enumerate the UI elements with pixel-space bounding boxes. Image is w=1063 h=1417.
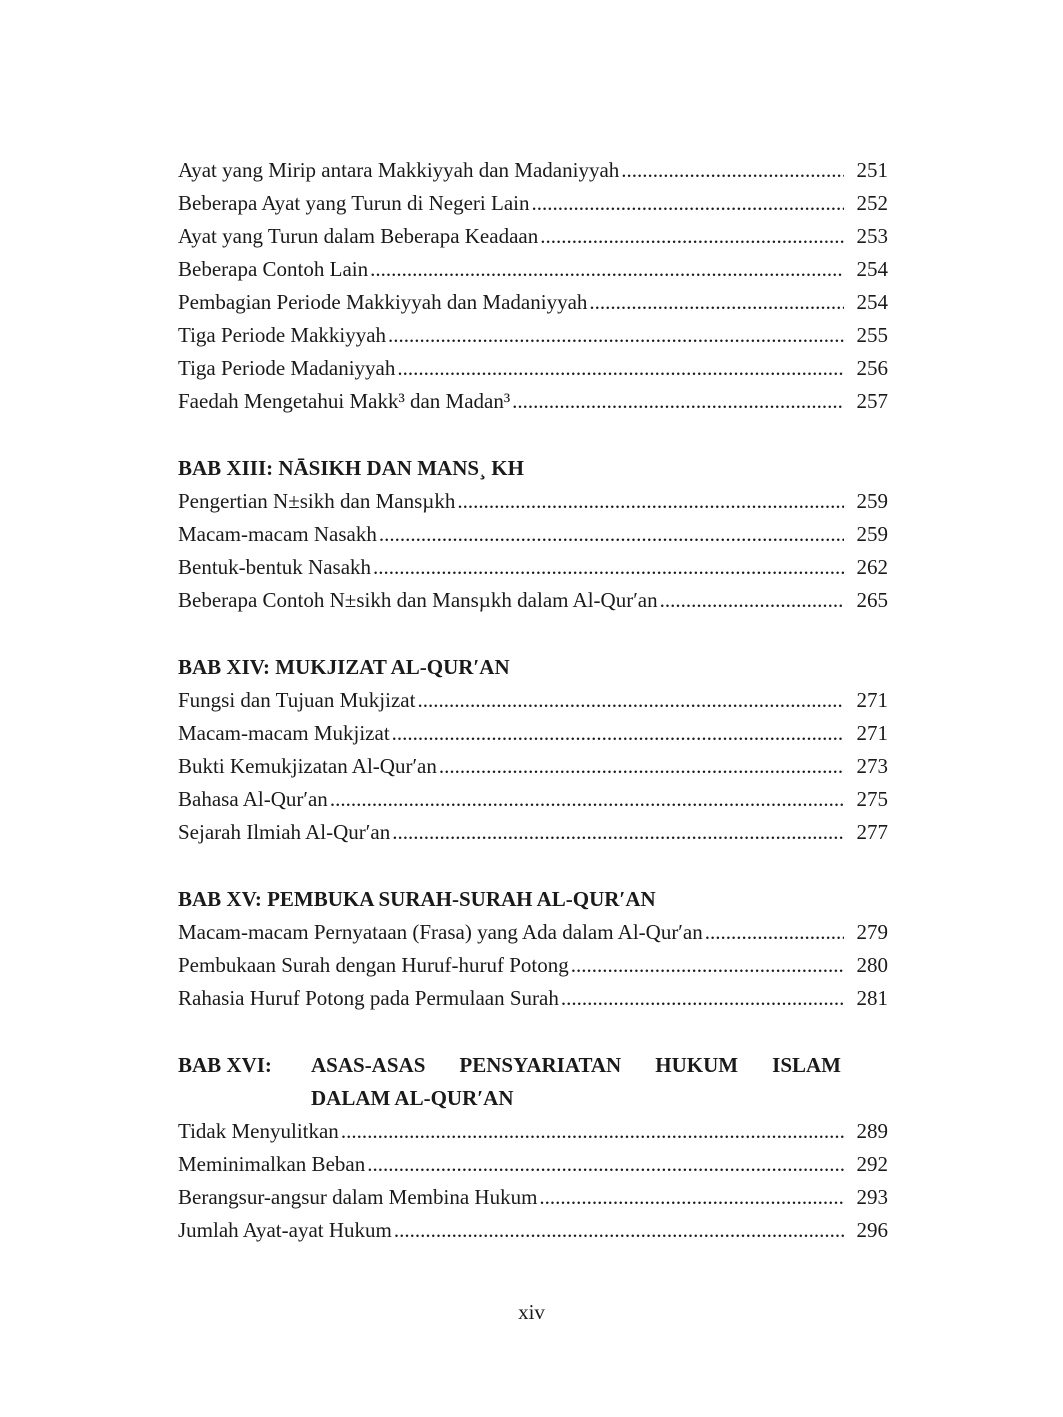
toc-entry xyxy=(178,816,888,849)
chapter-heading: BAB XV: PEMBUKA SURAH-SURAH AL-QUR′AN xyxy=(178,887,656,911)
dot-leader xyxy=(571,949,844,982)
dot-leader xyxy=(540,220,844,253)
entry-title: Beberapa Contoh N±sikh dan Mansµkh dalam Al-Qur′an xyxy=(178,588,658,612)
page-number: xiv xyxy=(518,1300,545,1324)
entry-title: Macam-macam Mukjizat xyxy=(178,721,390,745)
toc-group-bab-xiv xyxy=(178,651,888,849)
dot-leader xyxy=(539,1181,844,1214)
toc-entry xyxy=(178,1214,888,1247)
toc-entry xyxy=(178,982,888,1015)
dot-leader xyxy=(457,485,844,518)
entry-page: 292 xyxy=(856,1152,888,1176)
entry-page: 256 xyxy=(856,356,888,380)
entry-title: Bahasa Al-Qur′an xyxy=(178,787,328,811)
toc-entry xyxy=(178,551,888,584)
toc-group-bab-xiii xyxy=(178,452,888,617)
toc-entry xyxy=(178,717,888,750)
toc-entry xyxy=(178,485,888,518)
dot-leader xyxy=(388,319,844,352)
dot-leader xyxy=(379,518,844,551)
entry-title: Tiga Periode Makkiyyah xyxy=(178,323,387,347)
toc-entry xyxy=(178,352,888,385)
dot-leader xyxy=(512,385,844,418)
entry-page: 271 xyxy=(856,721,888,745)
toc-entry xyxy=(178,154,888,187)
entry-page: 251 xyxy=(856,158,888,182)
chapter-heading: BAB XIII: NĀSIKH DAN MANS¸ KH xyxy=(178,456,524,480)
entry-page: 289 xyxy=(856,1119,888,1143)
entry-page: 259 xyxy=(856,489,888,513)
dot-leader xyxy=(589,286,844,319)
entry-page: 293 xyxy=(856,1185,888,1209)
entry-page: 255 xyxy=(856,323,888,347)
toc-group xyxy=(178,154,888,418)
entry-page: 275 xyxy=(856,787,888,811)
chapter-title xyxy=(311,1049,841,1115)
entry-title: Jumlah Ayat-ayat Hukum xyxy=(178,1218,392,1242)
toc-entry xyxy=(178,1181,888,1214)
entry-title: Beberapa Ayat yang Turun di Negeri Lain xyxy=(178,191,530,215)
toc-entry xyxy=(178,286,888,319)
entry-page: 257 xyxy=(856,389,888,413)
dot-leader xyxy=(367,1148,844,1181)
toc-entry xyxy=(178,684,888,717)
toc-group-bab-xvi xyxy=(178,1049,888,1247)
entry-page: 254 xyxy=(856,290,888,314)
entry-title: Macam-macam Nasakh xyxy=(178,522,377,546)
entry-page: 265 xyxy=(856,588,888,612)
entry-title: Tiga Periode Madaniyyah xyxy=(178,356,396,380)
chapter-number: BAB XVI: xyxy=(178,1053,272,1077)
entry-page: 280 xyxy=(856,953,888,977)
entry-title: Faedah Mengetahui Makk³ dan Madan³ xyxy=(178,389,511,413)
dot-leader xyxy=(417,684,844,717)
entry-page: 279 xyxy=(856,920,888,944)
table-of-contents xyxy=(178,154,888,1247)
entry-page: 271 xyxy=(856,688,888,712)
entry-title: Meminimalkan Beban xyxy=(178,1152,366,1176)
toc-entry xyxy=(178,253,888,286)
toc-entry xyxy=(178,916,888,949)
entry-title: Pembukaan Surah dengan Huruf-huruf Potong xyxy=(178,953,569,977)
entry-page: 277 xyxy=(856,820,888,844)
dot-leader xyxy=(330,783,844,816)
toc-entry xyxy=(178,518,888,551)
dot-leader xyxy=(392,717,844,750)
toc-entry xyxy=(178,1148,888,1181)
dot-leader xyxy=(373,551,844,584)
entry-page: 273 xyxy=(856,754,888,778)
entry-title: Bukti Kemukjizatan Al-Qur′an xyxy=(178,754,437,778)
dot-leader xyxy=(341,1115,844,1148)
toc-group-bab-xv xyxy=(178,883,888,1015)
dot-leader xyxy=(439,750,844,783)
entry-title: Tidak Menyulitkan xyxy=(178,1119,339,1143)
dot-leader xyxy=(370,253,844,286)
entry-page: 262 xyxy=(856,555,888,579)
dot-leader xyxy=(621,154,844,187)
entry-title: Beberapa Contoh Lain xyxy=(178,257,369,281)
toc-entry xyxy=(178,949,888,982)
entry-title: Fungsi dan Tujuan Mukjizat xyxy=(178,688,416,712)
entry-page: 253 xyxy=(856,224,888,248)
dot-leader xyxy=(397,352,844,385)
entry-title: Macam-macam Pernyataan (Frasa) yang Ada dalam Al-Qur′an xyxy=(178,920,703,944)
entry-title: Bentuk-bentuk Nasakh xyxy=(178,555,372,579)
dot-leader xyxy=(561,982,844,1015)
entry-title: Berangsur-angsur dalam Membina Hukum xyxy=(178,1185,538,1209)
chapter-heading: BAB XIV: MUKJIZAT AL-QUR′AN xyxy=(178,655,510,679)
chapter-heading xyxy=(178,1049,888,1115)
entry-title: Ayat yang Turun dalam Beberapa Keadaan xyxy=(178,224,539,248)
entry-title: Pengertian N±sikh dan Mansµkh xyxy=(178,489,456,513)
entry-page: 281 xyxy=(856,986,888,1010)
toc-entry xyxy=(178,783,888,816)
dot-leader xyxy=(392,816,844,849)
entry-title: Sejarah Ilmiah Al-Qur′an xyxy=(178,820,391,844)
toc-entry xyxy=(178,1115,888,1148)
dot-leader xyxy=(705,916,844,949)
dot-leader xyxy=(660,584,844,617)
entry-page: 254 xyxy=(856,257,888,281)
entry-title: Ayat yang Mirip antara Makkiyyah dan Madaniyyah xyxy=(178,158,620,182)
toc-entry xyxy=(178,220,888,253)
entry-page: 252 xyxy=(856,191,888,215)
toc-entry xyxy=(178,319,888,352)
toc-entry xyxy=(178,385,888,418)
chapter-title-line-2: DALAM AL-QUR′AN xyxy=(311,1086,514,1110)
dot-leader xyxy=(394,1214,844,1247)
entry-page: 259 xyxy=(856,522,888,546)
toc-entry xyxy=(178,750,888,783)
entry-title: Pembagian Periode Makkiyyah dan Madaniyyah xyxy=(178,290,588,314)
toc-entry xyxy=(178,187,888,220)
entry-title: Rahasia Huruf Potong pada Permulaan Surah xyxy=(178,986,559,1010)
toc-entry xyxy=(178,584,888,617)
entry-page: 296 xyxy=(856,1218,888,1242)
dot-leader xyxy=(532,187,845,220)
chapter-title-line-1: ASAS-ASAS PENSYARIATAN HUKUM ISLAM xyxy=(311,1053,841,1077)
